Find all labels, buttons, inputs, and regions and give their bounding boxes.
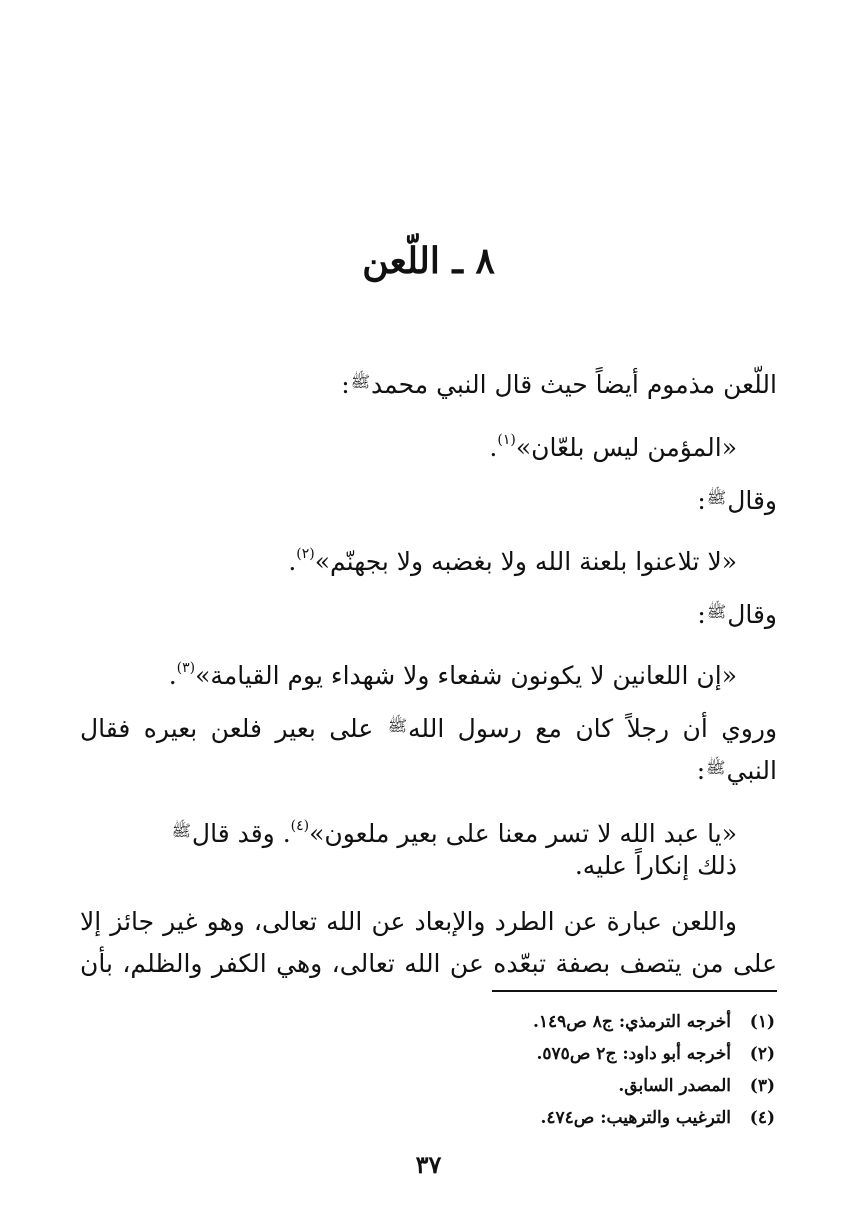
hadith-quote-1: «المؤمن ليس بلعّان»$^{(١)}$. bbox=[489, 432, 737, 462]
footnote-3: (٣)المصدر السابق. bbox=[618, 1076, 775, 1096]
hadith-quote-2: «لا تلاعنوا بلعنة الله ولا بغضبه ولا بجهنّم»$^{(٢)}$. bbox=[288, 546, 737, 576]
hadith-quote-4: «يا عبد الله لا تسر معنا على بعير ملعون»$^{(٤)}$. وقد قال$^ﷺ$ bbox=[171, 818, 737, 848]
footnote-2: (٢)أخرجه أبو داود: ج٢ ص٥٧٥. bbox=[536, 1044, 775, 1064]
hadith-quote-3: «إن اللعانين لا يكونون شفعاء ولا شهداء يوم القيامة»$^{(٣)}$. bbox=[168, 660, 737, 690]
footnote-ref-2[interactable]: (٢) bbox=[296, 546, 315, 562]
salla-ligature-icon: ﷺ bbox=[350, 372, 371, 391]
page-number: ٣٧ bbox=[415, 1150, 442, 1179]
footnote-ref-1[interactable]: (١) bbox=[497, 432, 516, 448]
footnote-ref-4[interactable]: (٤) bbox=[290, 818, 310, 834]
text-line-1: اللّعن مذموم أيضاً حيث قال النبي محمد$^ﷺ$: bbox=[341, 370, 777, 399]
text-line-7: وروي أن رجلاً كان مع رسول الله$^ﷺ$ على بعير فلعن بعيره فقال bbox=[80, 714, 778, 743]
text-line-5: وقال$^ﷺ$: bbox=[697, 600, 777, 629]
footnote-ref-3[interactable]: (٣) bbox=[176, 660, 196, 676]
text-line-12: على من يتصف بصفة تبعّده عن الله تعالى، وهي الكفر والظلم، بأن bbox=[80, 949, 777, 978]
text-line-3: وقال$^ﷺ$: bbox=[697, 486, 777, 515]
salla-ligature-icon: ﷺ bbox=[171, 821, 191, 840]
salla-ligature-icon: ﷺ bbox=[706, 602, 727, 621]
footnote-4: (٤)الترغيب والترهيب: ص٤٧٤. bbox=[540, 1108, 775, 1128]
footnote-1: (١)أخرجه الترمذي: ج٨ ص١٤٩. bbox=[532, 1012, 775, 1032]
footnote-divider bbox=[492, 990, 777, 992]
salla-ligature-icon: ﷺ bbox=[387, 716, 408, 735]
chapter-title: ٨ ـ اللّعن bbox=[362, 240, 495, 282]
text-line-11: واللعن عبارة عن الطرد والإبعاد عن الله تعالى، وهو غير جائز إلا bbox=[80, 907, 737, 936]
text-line-8: النبي$^ﷺ$: bbox=[696, 756, 777, 785]
text-line-10: ذلك إنكاراً عليه. bbox=[574, 851, 737, 880]
salla-ligature-icon: ﷺ bbox=[706, 488, 727, 507]
salla-ligature-icon: ﷺ bbox=[706, 758, 726, 777]
